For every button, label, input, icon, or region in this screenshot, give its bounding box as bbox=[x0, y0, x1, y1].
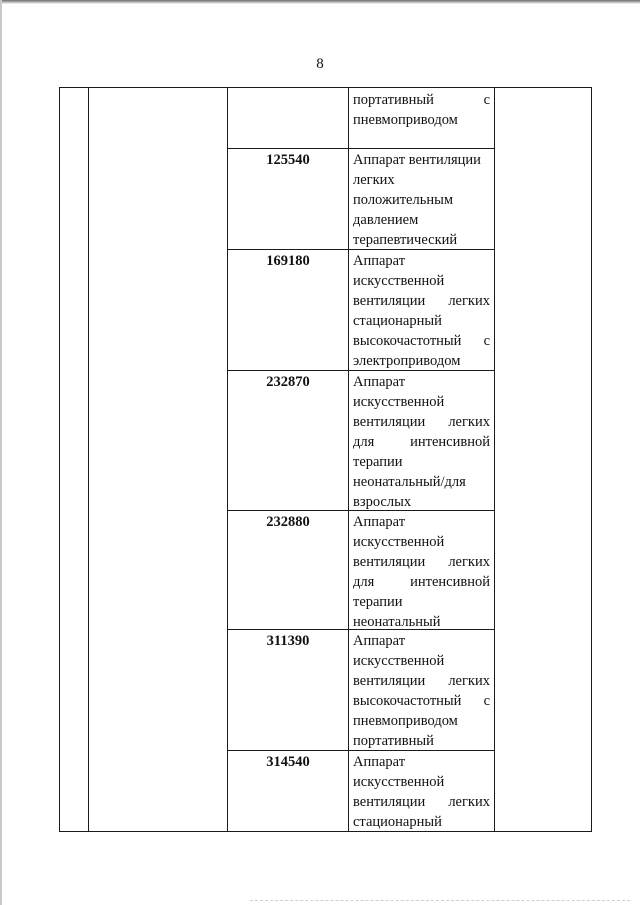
description-line: неонатальный bbox=[353, 614, 441, 630]
description-line: высокочастотный с bbox=[353, 693, 490, 709]
description-line: вентиляции легких bbox=[353, 794, 490, 810]
device-code: 232880 bbox=[266, 514, 310, 530]
table-border-top bbox=[59, 87, 592, 88]
description-line: вентиляции легких bbox=[353, 554, 490, 570]
description-line: давлением bbox=[353, 212, 419, 228]
description-line: Аппарат вентиляции bbox=[353, 152, 481, 168]
description-line: портативный с bbox=[353, 92, 490, 108]
device-code: 314540 bbox=[266, 754, 310, 770]
description-line: вентиляции легких bbox=[353, 293, 490, 309]
description-line: портативный bbox=[353, 733, 434, 749]
description-line: неонатальный/для bbox=[353, 474, 466, 490]
column-divider-2 bbox=[227, 87, 228, 832]
description-line: Аппарат bbox=[353, 374, 406, 390]
device-code: 169180 bbox=[266, 253, 310, 269]
description-line: Аппарат bbox=[353, 633, 406, 649]
description-line: пневмоприводом bbox=[353, 713, 458, 729]
description-line: стационарный bbox=[353, 814, 442, 830]
description-line: вентиляции легких bbox=[353, 414, 490, 430]
scan-edge-bottom bbox=[250, 900, 630, 902]
description-line: вентиляции легких bbox=[353, 673, 490, 689]
device-code: 125540 bbox=[266, 152, 310, 168]
description-line: искусственной bbox=[353, 394, 445, 410]
description-line: Аппарат bbox=[353, 754, 406, 770]
column-divider-1 bbox=[88, 87, 89, 832]
description-line: положительным bbox=[353, 192, 454, 208]
table-border-bottom bbox=[59, 831, 592, 832]
device-description bbox=[353, 752, 490, 832]
description-line: терапии bbox=[353, 594, 403, 610]
description-line: для интенсивной bbox=[353, 434, 490, 450]
table-border-left bbox=[59, 87, 60, 832]
device-description bbox=[353, 150, 490, 250]
description-line: искусственной bbox=[353, 774, 445, 790]
device-description bbox=[353, 512, 490, 632]
description-line: для интенсивной bbox=[353, 574, 490, 590]
scan-edge-left bbox=[0, 0, 2, 905]
device-description bbox=[353, 372, 490, 512]
description-line: искусственной bbox=[353, 534, 445, 550]
device-description bbox=[353, 251, 490, 371]
description-line: Аппарат bbox=[353, 253, 406, 269]
description-line: терапевтический bbox=[353, 232, 458, 248]
table-border-right bbox=[591, 87, 592, 832]
description-line: Аппарат bbox=[353, 514, 406, 530]
device-description bbox=[353, 631, 490, 751]
description-line: искусственной bbox=[353, 273, 445, 289]
column-divider-3 bbox=[348, 87, 349, 832]
scan-edge-top bbox=[0, 0, 640, 4]
description-line: электроприводом bbox=[353, 353, 461, 369]
description-line: взрослых bbox=[353, 494, 412, 510]
row-divider bbox=[228, 148, 495, 149]
description-line: высокочастотный с bbox=[353, 333, 490, 349]
description-line: терапии bbox=[353, 454, 403, 470]
description-line: стационарный bbox=[353, 313, 442, 329]
description-line: легких bbox=[353, 172, 395, 188]
column-divider-4 bbox=[494, 87, 495, 832]
device-description bbox=[353, 90, 490, 130]
page-number: 8 bbox=[316, 56, 324, 72]
device-code: 232870 bbox=[266, 374, 310, 390]
device-code: 311390 bbox=[266, 633, 310, 649]
description-line: пневмоприводом bbox=[353, 112, 458, 128]
description-line: искусственной bbox=[353, 653, 445, 669]
